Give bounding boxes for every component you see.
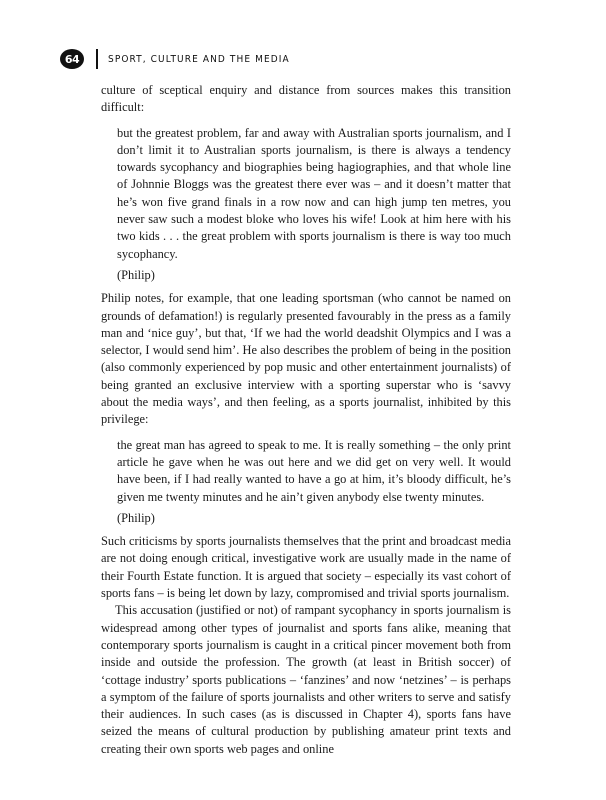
running-title: SPORT, CULTURE AND THE MEDIA [108,53,290,65]
block-quote-1-attribution: (Philip) [117,267,155,282]
header-divider [96,49,98,69]
paragraph-accusation: This accusation (justified or not) of rampant sycophancy in sports journalism is widespread among other types of journalist and sports fans alike, meaning that contemporary sports journalism is caught in a critical pincer movement both from inside and outside the profession. The growth (at least in British soccer) of ‘cottage industry’ sports publications – ‘fanzines’ and now ‘netzines’ – is perhaps a symptom of the failure of sports journalists and other writers to serve and satisfy their audiences. In such cases (as is discussed in Chapter 4), sports fans have seized the means of cultural production by publishing amateur print texts and creating their own sports web pages and online [101,603,511,756]
paragraph-intro: culture of sceptical enquiry and distance from sources makes this transition difficult: [101,83,511,115]
running-header [60,47,290,71]
block-quote-2-attribution: (Philip) [117,510,155,525]
block-quote-2 [117,437,511,527]
block-quote-2-text: the great man has agreed to speak to me. It is really something – the only print article he gave when he was out here and we did get on very well. It would have been, if I had really wanted to have a go at him, it’s bloody difficult, he’s given me twenty minutes and he ain’t given anybody else twenty minutes. [117,437,511,504]
page-body [101,82,511,758]
paragraph-philip: Philip notes, for example, that one leading sportsman (who cannot be named on grounds of defamation!) is regularly presented favourably in the press as a family man and ‘nice guy’, but that, ‘If we had the world deadshit Olympics and I was a selector, I would send him’. He also describes the problem of being in the position (also commonly experienced by pop music and other entertainment journalists) of being granted an exclusive interview with a sporting superstar who is ‘savvy about the media ways’, and then feeling, as a sports journalist, inhibited by this privilege: [101,291,511,427]
block-quote-1 [117,125,511,285]
paragraph-criticisms: Such criticisms by sports journalists themselves that the print and broadcast media are not doing enough critical, investigative work are usually made in the name of their Fourth Estate function. It is argued that society – especially its vast cohort of sports fans – is being let down by lazy, compromised and trivial sports journalism. [101,534,511,601]
block-quote-1-text: but the greatest problem, far and away with Australian sports journalism, and I don’t limit it to Australian sports journalism, is there is always a tendency towards sycophancy and biographies being hagiographies, and that whole line of Johnnie Bloggs was the greatest there ever was – and it doesn’t matter that he’s won five grand finals in a row now and can high jump ten metres, you never saw such a modest bloke who loves his wife! Look at him here with his two kids . . . the great problem with sports journalism is there is way too much sycophancy. [117,125,511,261]
page-number-badge: 64 [60,49,84,69]
